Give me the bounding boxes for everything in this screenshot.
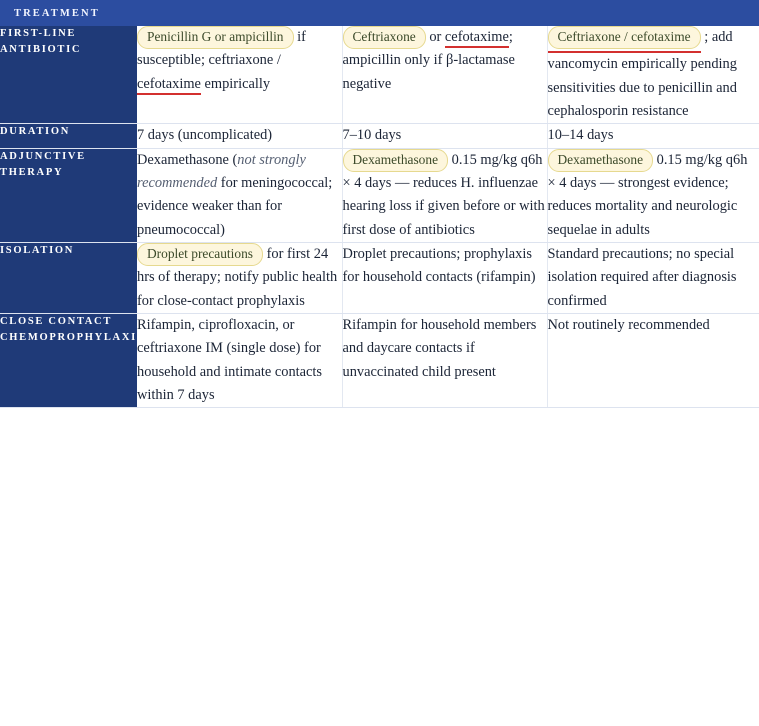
underlined-term-cefotaxime: cefotaxime [445,29,509,48]
drug-pill-dexamethasone: Dexamethasone [548,149,654,172]
cell-first-line-antibiotic-col3 [547,26,759,124]
table-header-title: TREATMENT [14,7,100,19]
precaution-pill-droplet-precautions: Droplet precautions [137,243,263,266]
cell-adjunctive-therapy-col2 [342,148,547,242]
drug-pill-ceftriaxone-cefotaxime: Ceftriaxone / cefotaxime [548,26,701,49]
cell-duration-col3 [547,124,759,148]
cell-text: for first 24 hrs of therapy; notify public health for close-contact prophylaxis [137,245,338,309]
cell-text: 0.15 mg/kg q6h × 4 days — strongest evidence; reduces mortality and neurologic sequelae in adults [547,151,748,238]
emphasis-not-strongly-recommended: not strongly recommended [137,151,306,191]
row-header-first-line-antibiotic [0,26,137,124]
cell-text: ; add vancomycin empirically pending sensitivities due to penicillin and cephalosporin resistance [547,29,737,119]
table-row [0,124,759,148]
cell-close-contact-col2 [342,313,547,407]
underlined-pill-wrapper [548,26,701,53]
cell-text-lead: Dexamethasone ( [137,151,238,168]
cell-text: Standard precautions; no special isolation required after diagnosis confirmed [547,245,737,309]
table-row [0,26,759,124]
cell-close-contact-col3 [547,313,759,407]
cell-adjunctive-therapy-col1 [137,148,342,242]
drug-pill-dexamethasone: Dexamethasone [343,149,449,172]
row-header-label: ADJUNCTIVE THERAPY [0,150,86,178]
table-row [0,148,759,242]
cell-adjunctive-therapy-col3 [547,148,759,242]
cell-close-contact-col1 [137,313,342,407]
cell-duration-col2 [342,124,547,148]
underlined-term-cefotaxime: cefotaxime [137,76,201,95]
drug-pill-ceftriaxone: Ceftriaxone [343,26,426,49]
row-header-duration [0,124,137,148]
cell-text: Not routinely recommended [547,316,710,333]
cell-text: Rifampin, ciprofloxacin, or ceftriaxone IM (single dose) for household and intimate contacts within 7 days [137,316,323,403]
cell-first-line-antibiotic-col2 [342,26,547,124]
cell-isolation-col1 [137,242,342,313]
cell-text: Rifampin for household members and daycare contacts if unvaccinated child present [342,316,537,380]
cell-text: 7–10 days [342,127,402,144]
drug-pill-penicillin-g-or-ampicillin: Penicillin G or ampicillin [137,26,294,49]
cell-text-tail: for meningococcal; evidence weaker than for pneumococcal) [137,174,333,238]
row-header-label: FIRST-LINE ANTIBIOTIC [0,28,82,56]
cell-isolation-col2 [342,242,547,313]
row-header-close-contact-chemoprophylaxis [0,313,145,407]
cell-text: Droplet precautions; prophylaxis for household contacts (rifampin) [342,245,536,286]
table-row [0,242,759,313]
cell-duration-col1 [137,124,342,148]
row-header-label: CLOSE CONTACT CHEMOPROPHYLAXIS [0,315,145,344]
comparison-matrix [0,26,759,408]
row-header-label: DURATION [0,126,70,138]
cell-text: or cefotaxime; ampicillin only if β-lactamase negative [342,29,515,92]
row-header-isolation [0,242,137,313]
cell-isolation-col3 [547,242,759,313]
table-header-band [0,0,759,26]
cell-text: if susceptible; ceftriaxone / cefotaxime empirically [137,29,306,95]
cell-text: 0.15 mg/kg q6h × 4 days — reduces H. influenzae hearing loss if given before or with first dose of antibiotics [342,151,545,238]
cell-text: 7 days (uncomplicated) [137,127,273,144]
row-header-adjunctive-therapy [0,148,137,242]
row-header-label: ISOLATION [0,244,75,256]
cell-text: 10–14 days [547,127,614,144]
table-row [0,313,759,407]
cell-first-line-antibiotic-col1 [137,26,342,124]
